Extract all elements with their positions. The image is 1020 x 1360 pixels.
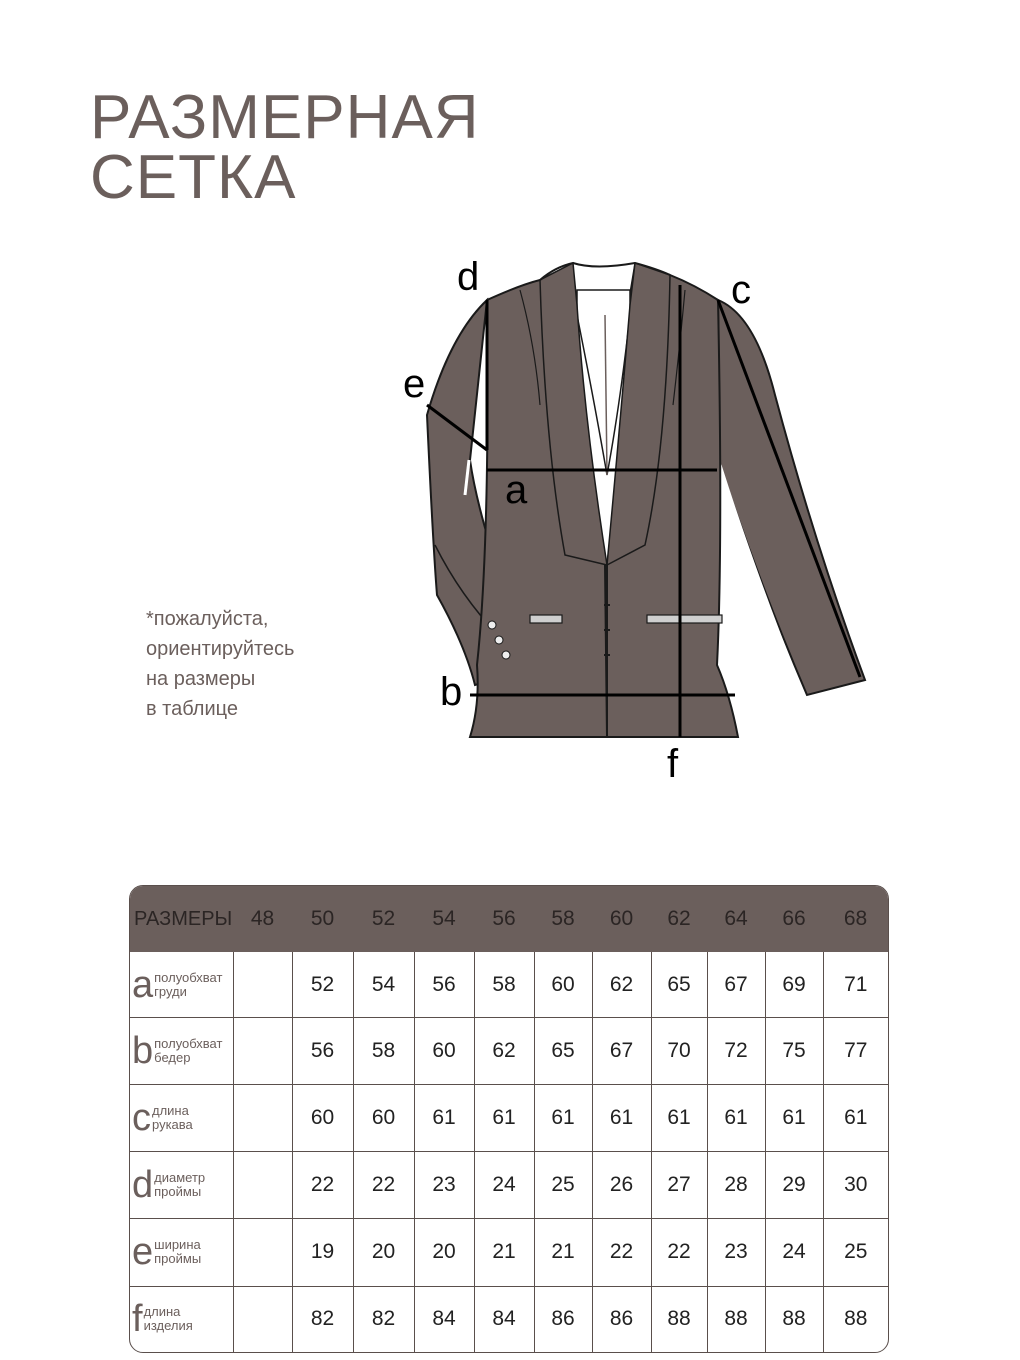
table-cell: 22 bbox=[353, 1152, 414, 1219]
table-cell bbox=[233, 1085, 292, 1152]
row-desc-line-2: проймы bbox=[154, 1251, 202, 1267]
size-table-body bbox=[130, 952, 888, 1352]
table-cell: 61 bbox=[765, 1085, 823, 1152]
row-desc-line-2: рукава bbox=[152, 1117, 193, 1133]
table-cell: 67 bbox=[707, 952, 765, 1018]
table-cell: 67 bbox=[592, 1018, 651, 1085]
row-description bbox=[154, 1171, 205, 1199]
table-cell: 60 bbox=[292, 1085, 353, 1152]
row-label-b bbox=[130, 1018, 233, 1085]
table-cell: 23 bbox=[414, 1152, 474, 1219]
table-cell bbox=[233, 1286, 292, 1352]
size-header-62: 62 bbox=[667, 907, 691, 930]
table-cell: 30 bbox=[823, 1152, 888, 1219]
title-line-1: РАЗМЕРНАЯ bbox=[90, 83, 480, 152]
table-cell: 72 bbox=[707, 1018, 765, 1085]
row-desc-line-1: полуобхват bbox=[154, 1036, 223, 1052]
row-desc-line-1: длина bbox=[143, 1304, 181, 1320]
size-grid bbox=[130, 886, 888, 1352]
table-cell bbox=[233, 1018, 292, 1085]
table-cell: 56 bbox=[414, 952, 474, 1018]
row-description bbox=[154, 971, 222, 999]
table-cell: 60 bbox=[414, 1018, 474, 1085]
row-desc-line-2: проймы bbox=[154, 1184, 202, 1200]
row-letter: f bbox=[132, 1298, 143, 1341]
table-row bbox=[130, 1219, 888, 1286]
row-label-a bbox=[130, 952, 233, 1018]
label-d: d bbox=[457, 255, 480, 299]
size-note bbox=[146, 604, 294, 724]
table-cell: 54 bbox=[353, 952, 414, 1018]
row-desc-line-2: бедер bbox=[154, 1050, 191, 1066]
sleeve-button-3 bbox=[502, 651, 510, 659]
size-header-60: 60 bbox=[609, 907, 634, 930]
table-row bbox=[130, 1286, 888, 1352]
table-cell: 61 bbox=[707, 1085, 765, 1152]
left-pocket bbox=[530, 615, 562, 623]
table-cell: 21 bbox=[474, 1219, 534, 1286]
label-c: c bbox=[731, 268, 751, 312]
table-cell: 58 bbox=[353, 1018, 414, 1085]
table-cell: 88 bbox=[823, 1286, 888, 1352]
label-a: a bbox=[505, 468, 528, 512]
jacket-diagram bbox=[395, 245, 875, 790]
table-cell: 52 bbox=[292, 952, 353, 1018]
row-desc-line-1: ширина bbox=[154, 1237, 201, 1253]
row-letter: a bbox=[132, 963, 154, 1006]
sizes-header-label: РАЗМЕРЫ bbox=[134, 907, 233, 930]
right-pocket bbox=[647, 615, 722, 623]
table-cell: 61 bbox=[534, 1085, 592, 1152]
row-label-f bbox=[130, 1286, 233, 1352]
note-line-3: на размеры bbox=[146, 668, 256, 690]
sleeve-button-1 bbox=[488, 621, 496, 629]
row-desc-line-2: груди bbox=[154, 983, 187, 999]
row-desc-line-1: полуобхват bbox=[154, 969, 223, 985]
row-letter: d bbox=[132, 1164, 154, 1207]
size-header-52: 52 bbox=[371, 907, 396, 930]
table-cell: 23 bbox=[707, 1219, 765, 1286]
table-cell: 61 bbox=[474, 1085, 534, 1152]
table-cell: 61 bbox=[823, 1085, 888, 1152]
row-description bbox=[154, 1037, 222, 1065]
row-label-e bbox=[130, 1219, 233, 1286]
table-row bbox=[130, 952, 888, 1018]
table-cell: 86 bbox=[592, 1286, 651, 1352]
table-cell: 60 bbox=[353, 1085, 414, 1152]
size-header-50: 50 bbox=[310, 907, 335, 930]
size-header-58: 58 bbox=[551, 907, 575, 930]
table-cell: 88 bbox=[651, 1286, 707, 1352]
table-row bbox=[130, 1085, 888, 1152]
row-letter: e bbox=[132, 1231, 154, 1274]
table-cell: 69 bbox=[765, 952, 823, 1018]
table-cell: 22 bbox=[651, 1219, 707, 1286]
table-row bbox=[130, 1152, 888, 1219]
table-cell: 82 bbox=[353, 1286, 414, 1352]
row-label-c bbox=[130, 1085, 233, 1152]
row-letter: c bbox=[132, 1097, 151, 1140]
row-desc-line-2: изделия bbox=[143, 1318, 193, 1334]
table-cell: 70 bbox=[651, 1018, 707, 1085]
table-cell: 25 bbox=[823, 1219, 888, 1286]
table-cell bbox=[233, 952, 292, 1018]
table-cell bbox=[233, 1219, 292, 1286]
size-header-64: 64 bbox=[724, 907, 748, 930]
table-cell: 24 bbox=[765, 1219, 823, 1286]
note-line-1: *пожалуйста, bbox=[146, 608, 269, 630]
table-cell: 20 bbox=[414, 1219, 474, 1286]
table-cell: 56 bbox=[292, 1018, 353, 1085]
table-cell: 88 bbox=[707, 1286, 765, 1352]
table-cell: 25 bbox=[534, 1152, 592, 1219]
table-cell: 65 bbox=[534, 1018, 592, 1085]
table-cell bbox=[233, 1152, 292, 1219]
label-f: f bbox=[667, 742, 679, 786]
table-cell: 21 bbox=[534, 1219, 592, 1286]
size-header-48: 48 bbox=[250, 907, 275, 930]
table-cell: 58 bbox=[474, 952, 534, 1018]
page-title bbox=[90, 83, 480, 212]
table-cell: 22 bbox=[592, 1219, 651, 1286]
table-cell: 28 bbox=[707, 1152, 765, 1219]
label-b: b bbox=[440, 670, 463, 714]
table-cell: 65 bbox=[651, 952, 707, 1018]
note-line-2: ориентируйтесь bbox=[146, 638, 295, 660]
size-header-row bbox=[130, 886, 888, 952]
size-header-68: 68 bbox=[843, 907, 868, 930]
table-cell: 86 bbox=[534, 1286, 592, 1352]
table-cell: 61 bbox=[414, 1085, 474, 1152]
table-cell: 84 bbox=[474, 1286, 534, 1352]
table-cell: 61 bbox=[651, 1085, 707, 1152]
size-header-66: 66 bbox=[782, 907, 806, 930]
row-label-d bbox=[130, 1152, 233, 1219]
table-cell: 62 bbox=[592, 952, 651, 1018]
table-row bbox=[130, 1018, 888, 1085]
table-cell: 84 bbox=[414, 1286, 474, 1352]
table-cell: 27 bbox=[651, 1152, 707, 1219]
row-description bbox=[154, 1238, 201, 1266]
row-desc-line-1: длина bbox=[152, 1103, 189, 1119]
row-description bbox=[144, 1305, 193, 1333]
table-cell: 62 bbox=[474, 1018, 534, 1085]
table-cell: 19 bbox=[292, 1219, 353, 1286]
size-header-56: 56 bbox=[492, 907, 516, 930]
title-line-2: СЕТКА bbox=[90, 143, 297, 212]
table-cell: 60 bbox=[534, 952, 592, 1018]
table-cell: 29 bbox=[765, 1152, 823, 1219]
sleeve-button-2 bbox=[495, 636, 503, 644]
label-e: e bbox=[403, 362, 426, 406]
table-cell: 77 bbox=[823, 1018, 888, 1085]
table-cell: 20 bbox=[353, 1219, 414, 1286]
table-cell: 88 bbox=[765, 1286, 823, 1352]
table-cell: 24 bbox=[474, 1152, 534, 1219]
table-cell: 26 bbox=[592, 1152, 651, 1219]
table-cell: 82 bbox=[292, 1286, 353, 1352]
size-table bbox=[129, 885, 889, 1353]
table-cell: 71 bbox=[823, 952, 888, 1018]
table-cell: 22 bbox=[292, 1152, 353, 1219]
row-desc-line-1: диаметр bbox=[154, 1170, 206, 1186]
note-line-4: в таблице bbox=[146, 698, 238, 720]
table-cell: 75 bbox=[765, 1018, 823, 1085]
row-letter: b bbox=[132, 1030, 154, 1073]
size-header-54: 54 bbox=[432, 907, 456, 930]
table-cell: 61 bbox=[592, 1085, 651, 1152]
row-description bbox=[152, 1104, 193, 1132]
